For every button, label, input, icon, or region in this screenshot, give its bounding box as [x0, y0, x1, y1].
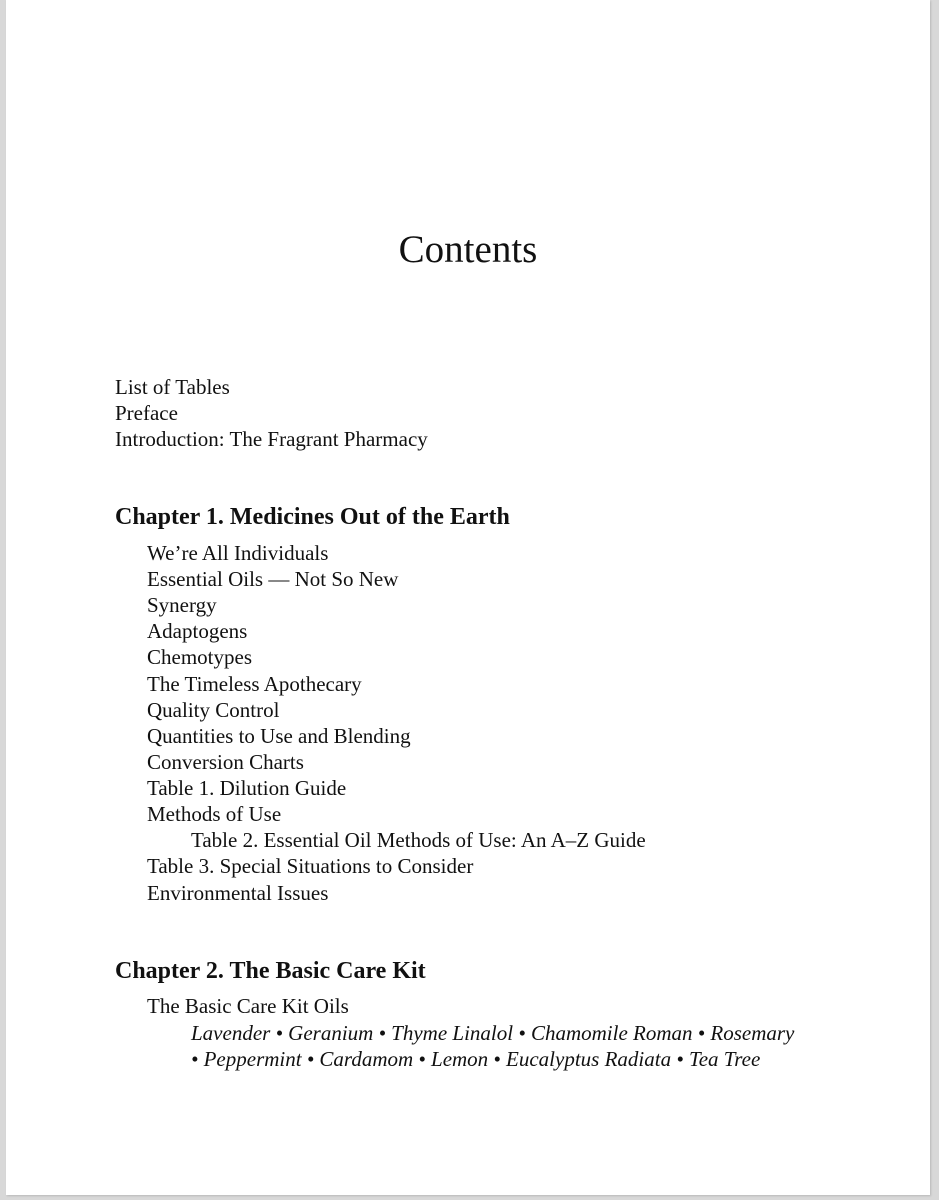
toc-entry[interactable]: Quantities to Use and Blending	[147, 724, 411, 748]
toc-entry[interactable]: Quality Control	[147, 698, 280, 722]
toc-entry[interactable]: Environmental Issues	[147, 881, 329, 905]
toc-entry-preface[interactable]: Preface	[115, 401, 178, 425]
toc-entry-introduction[interactable]: Introduction: The Fragrant Pharmacy	[115, 427, 428, 451]
document-page	[6, 0, 930, 1195]
toc-entry[interactable]: Table 1. Dilution Guide	[147, 776, 347, 800]
toc-oil-list-line-1: Lavender • Geranium • Thyme Linalol • Chamomile Roman • Rosemary	[191, 1021, 795, 1045]
toc-entry[interactable]: Chemotypes	[147, 645, 252, 669]
toc-chapter-1-heading[interactable]: Chapter 1. Medicines Out of the Earth	[115, 504, 510, 530]
toc-entry[interactable]: The Timeless Apothecary	[147, 672, 362, 696]
toc-entry[interactable]: Conversion Charts	[147, 750, 304, 774]
toc-entry[interactable]: Table 2. Essential Oil Methods of Use: An A–Z Guide	[191, 828, 646, 852]
toc-entry[interactable]: We’re All Individuals	[147, 541, 329, 565]
toc-entry[interactable]: Essential Oils — Not So New	[147, 567, 399, 591]
page-title: Contents	[398, 228, 538, 271]
toc-entry[interactable]: Synergy	[147, 593, 217, 617]
toc-oil-list-line-2: • Peppermint • Cardamom • Lemon • Eucalyptus Radiata • Tea Tree	[191, 1047, 761, 1071]
toc-entry[interactable]: Methods of Use	[147, 802, 282, 826]
toc-chapter-2-heading[interactable]: Chapter 2. The Basic Care Kit	[115, 958, 426, 984]
toc-entry-list-of-tables[interactable]: List of Tables	[115, 375, 230, 399]
toc-entry[interactable]: The Basic Care Kit Oils	[147, 994, 349, 1018]
toc-entry[interactable]: Adaptogens	[147, 619, 248, 643]
toc-entry[interactable]: Table 3. Special Situations to Consider	[147, 854, 474, 878]
